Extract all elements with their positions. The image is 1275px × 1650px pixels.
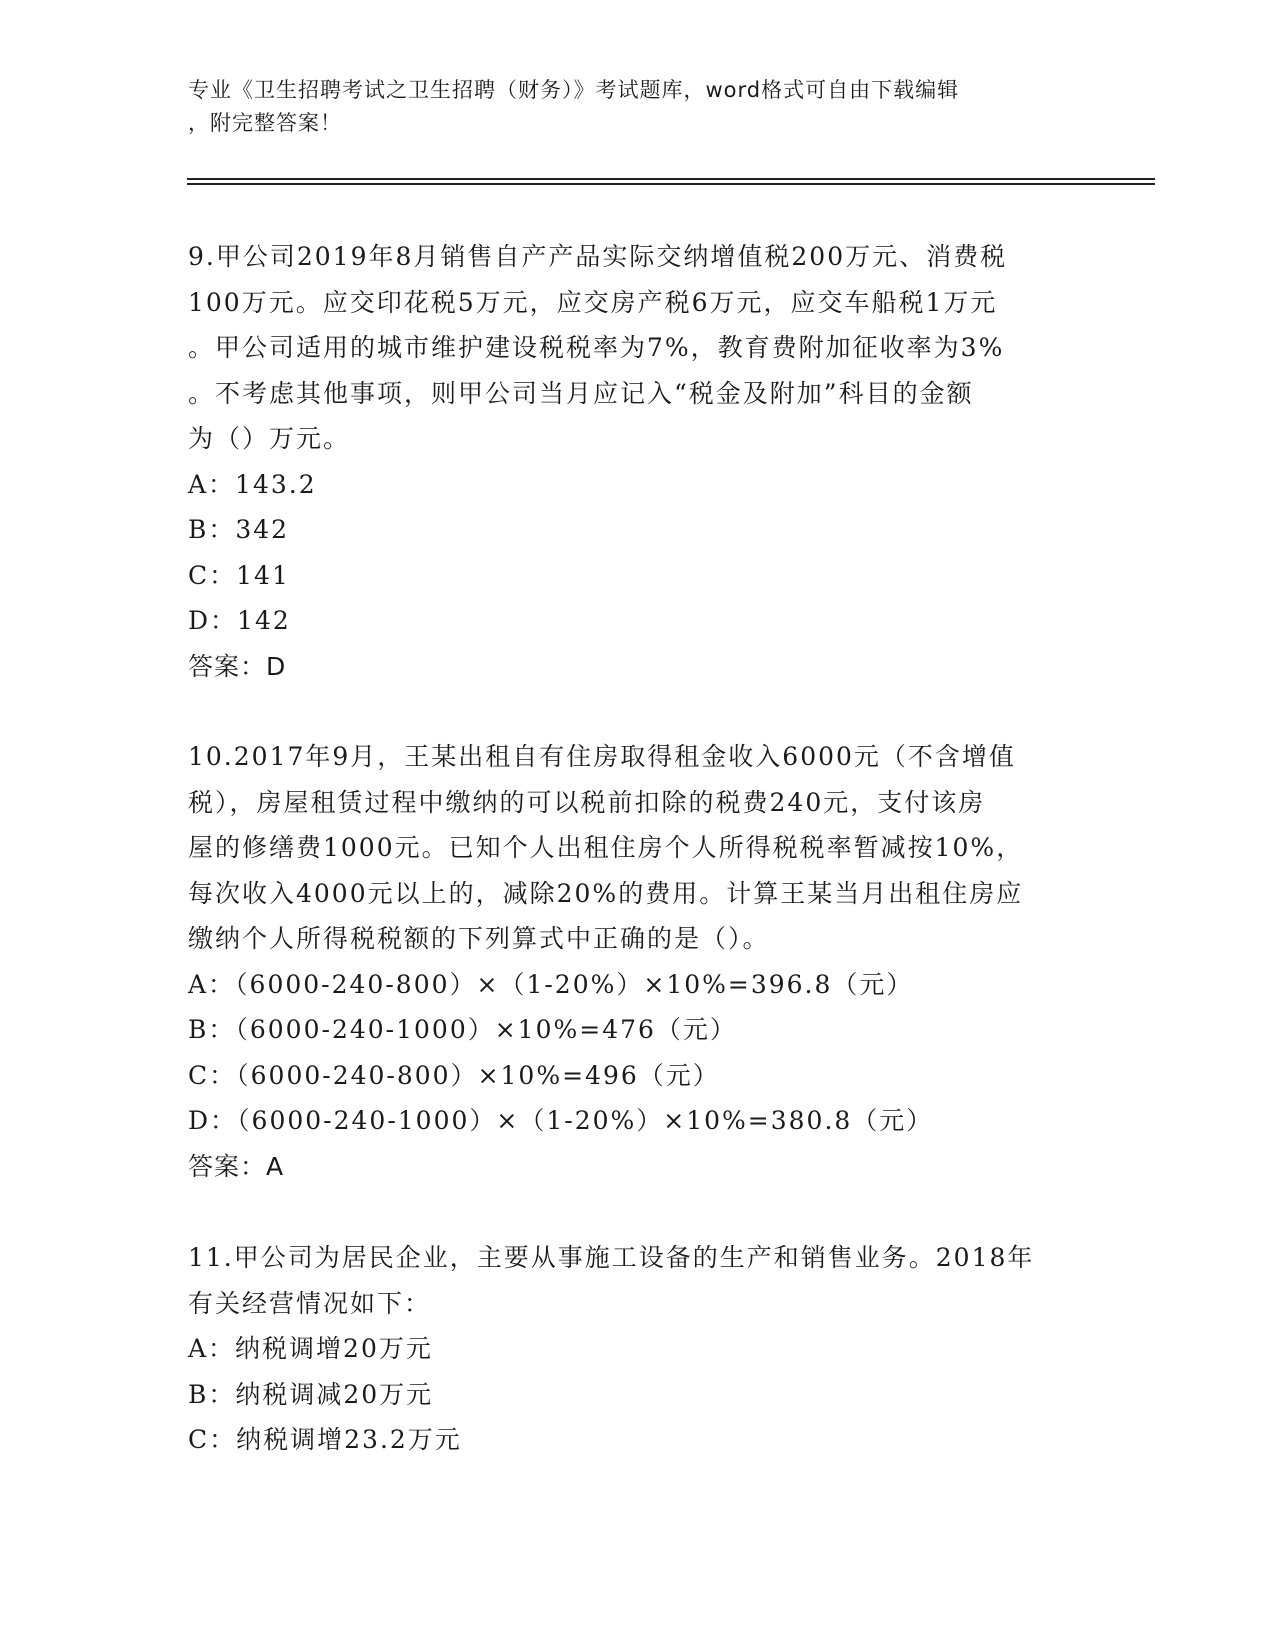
option-a: A：纳税调增20万元 (188, 1334, 433, 1363)
header-line-2: ，附完整答案！ (188, 111, 342, 135)
answer: 答案：D (188, 651, 287, 681)
question-line: 9.甲公司2019年8月销售自产产品实际交纳增值税200万元、消费税 (188, 242, 1008, 271)
question-11 (188, 1235, 1088, 1463)
option-b: B：（6000-240-1000）×10%=476（元） (188, 1015, 737, 1044)
question-line: 为（）万元。 (188, 424, 351, 453)
question-line: 屋的修缮费1000元。已知个人出租住房个人所得税税率暂减按10%， (188, 833, 1024, 862)
question-text (188, 234, 1088, 462)
option-b: B：342 (188, 515, 290, 544)
question-line: 每次收入4000元以上的，减除20%的费用。计算王某当月出租住房应 (188, 878, 1024, 908)
question-line: 。甲公司适用的城市维护建设税税率为7%，教育费附加征收率为3% (188, 333, 1005, 362)
question-10 (188, 734, 1088, 1189)
question-line: 。不考虑其他事项，则甲公司当月应记入“税金及附加”科目的金额 (188, 378, 974, 408)
option-a: A：143.2 (188, 469, 317, 499)
question-line: 100万元。应交印花税5万元，应交房产税6万元，应交车船税1万元 (188, 287, 998, 317)
option-a: A：（6000-240-800）×（1-20%）×10%=396.8（元） (188, 969, 914, 999)
option-c: C：141 (188, 560, 290, 590)
option-c: C：纳税调增23.2万元 (188, 1425, 462, 1454)
option-d: D：142 (188, 606, 291, 635)
question-line: 缴纳个人所得税税额的下列算式中正确的是（）。 (188, 924, 770, 953)
question-text (188, 1235, 1088, 1326)
question-text (188, 734, 1088, 962)
question-line: 税），房屋租赁过程中缴纳的可以税前扣除的税费240元，支付该房 (188, 787, 986, 817)
question-line: 有关经营情况如下： (188, 1288, 432, 1318)
option-b: B：纳税调减20万元 (188, 1379, 434, 1409)
question-line: 11.甲公司为居民企业，主要从事施工设备的生产和销售业务。2018年 (188, 1243, 1035, 1272)
header-divider-top (187, 178, 1155, 180)
header-line-1: 专业《卫生招聘考试之卫生招聘（财务）》考试题库，word格式可自由下载编辑 (188, 78, 960, 102)
option-c: C：（6000-240-800）×10%=496（元） (188, 1060, 720, 1090)
document-header (188, 74, 1068, 140)
answer: 答案：A (188, 1151, 285, 1181)
question-line: 10.2017年9月，王某出租自有住房取得租金收入6000元（不含增值 (188, 742, 1016, 771)
option-d: D：（6000-240-1000）×（1-20%）×10%=380.8（元） (188, 1106, 934, 1135)
question-9 (188, 234, 1088, 689)
header-divider-bottom (187, 183, 1155, 185)
